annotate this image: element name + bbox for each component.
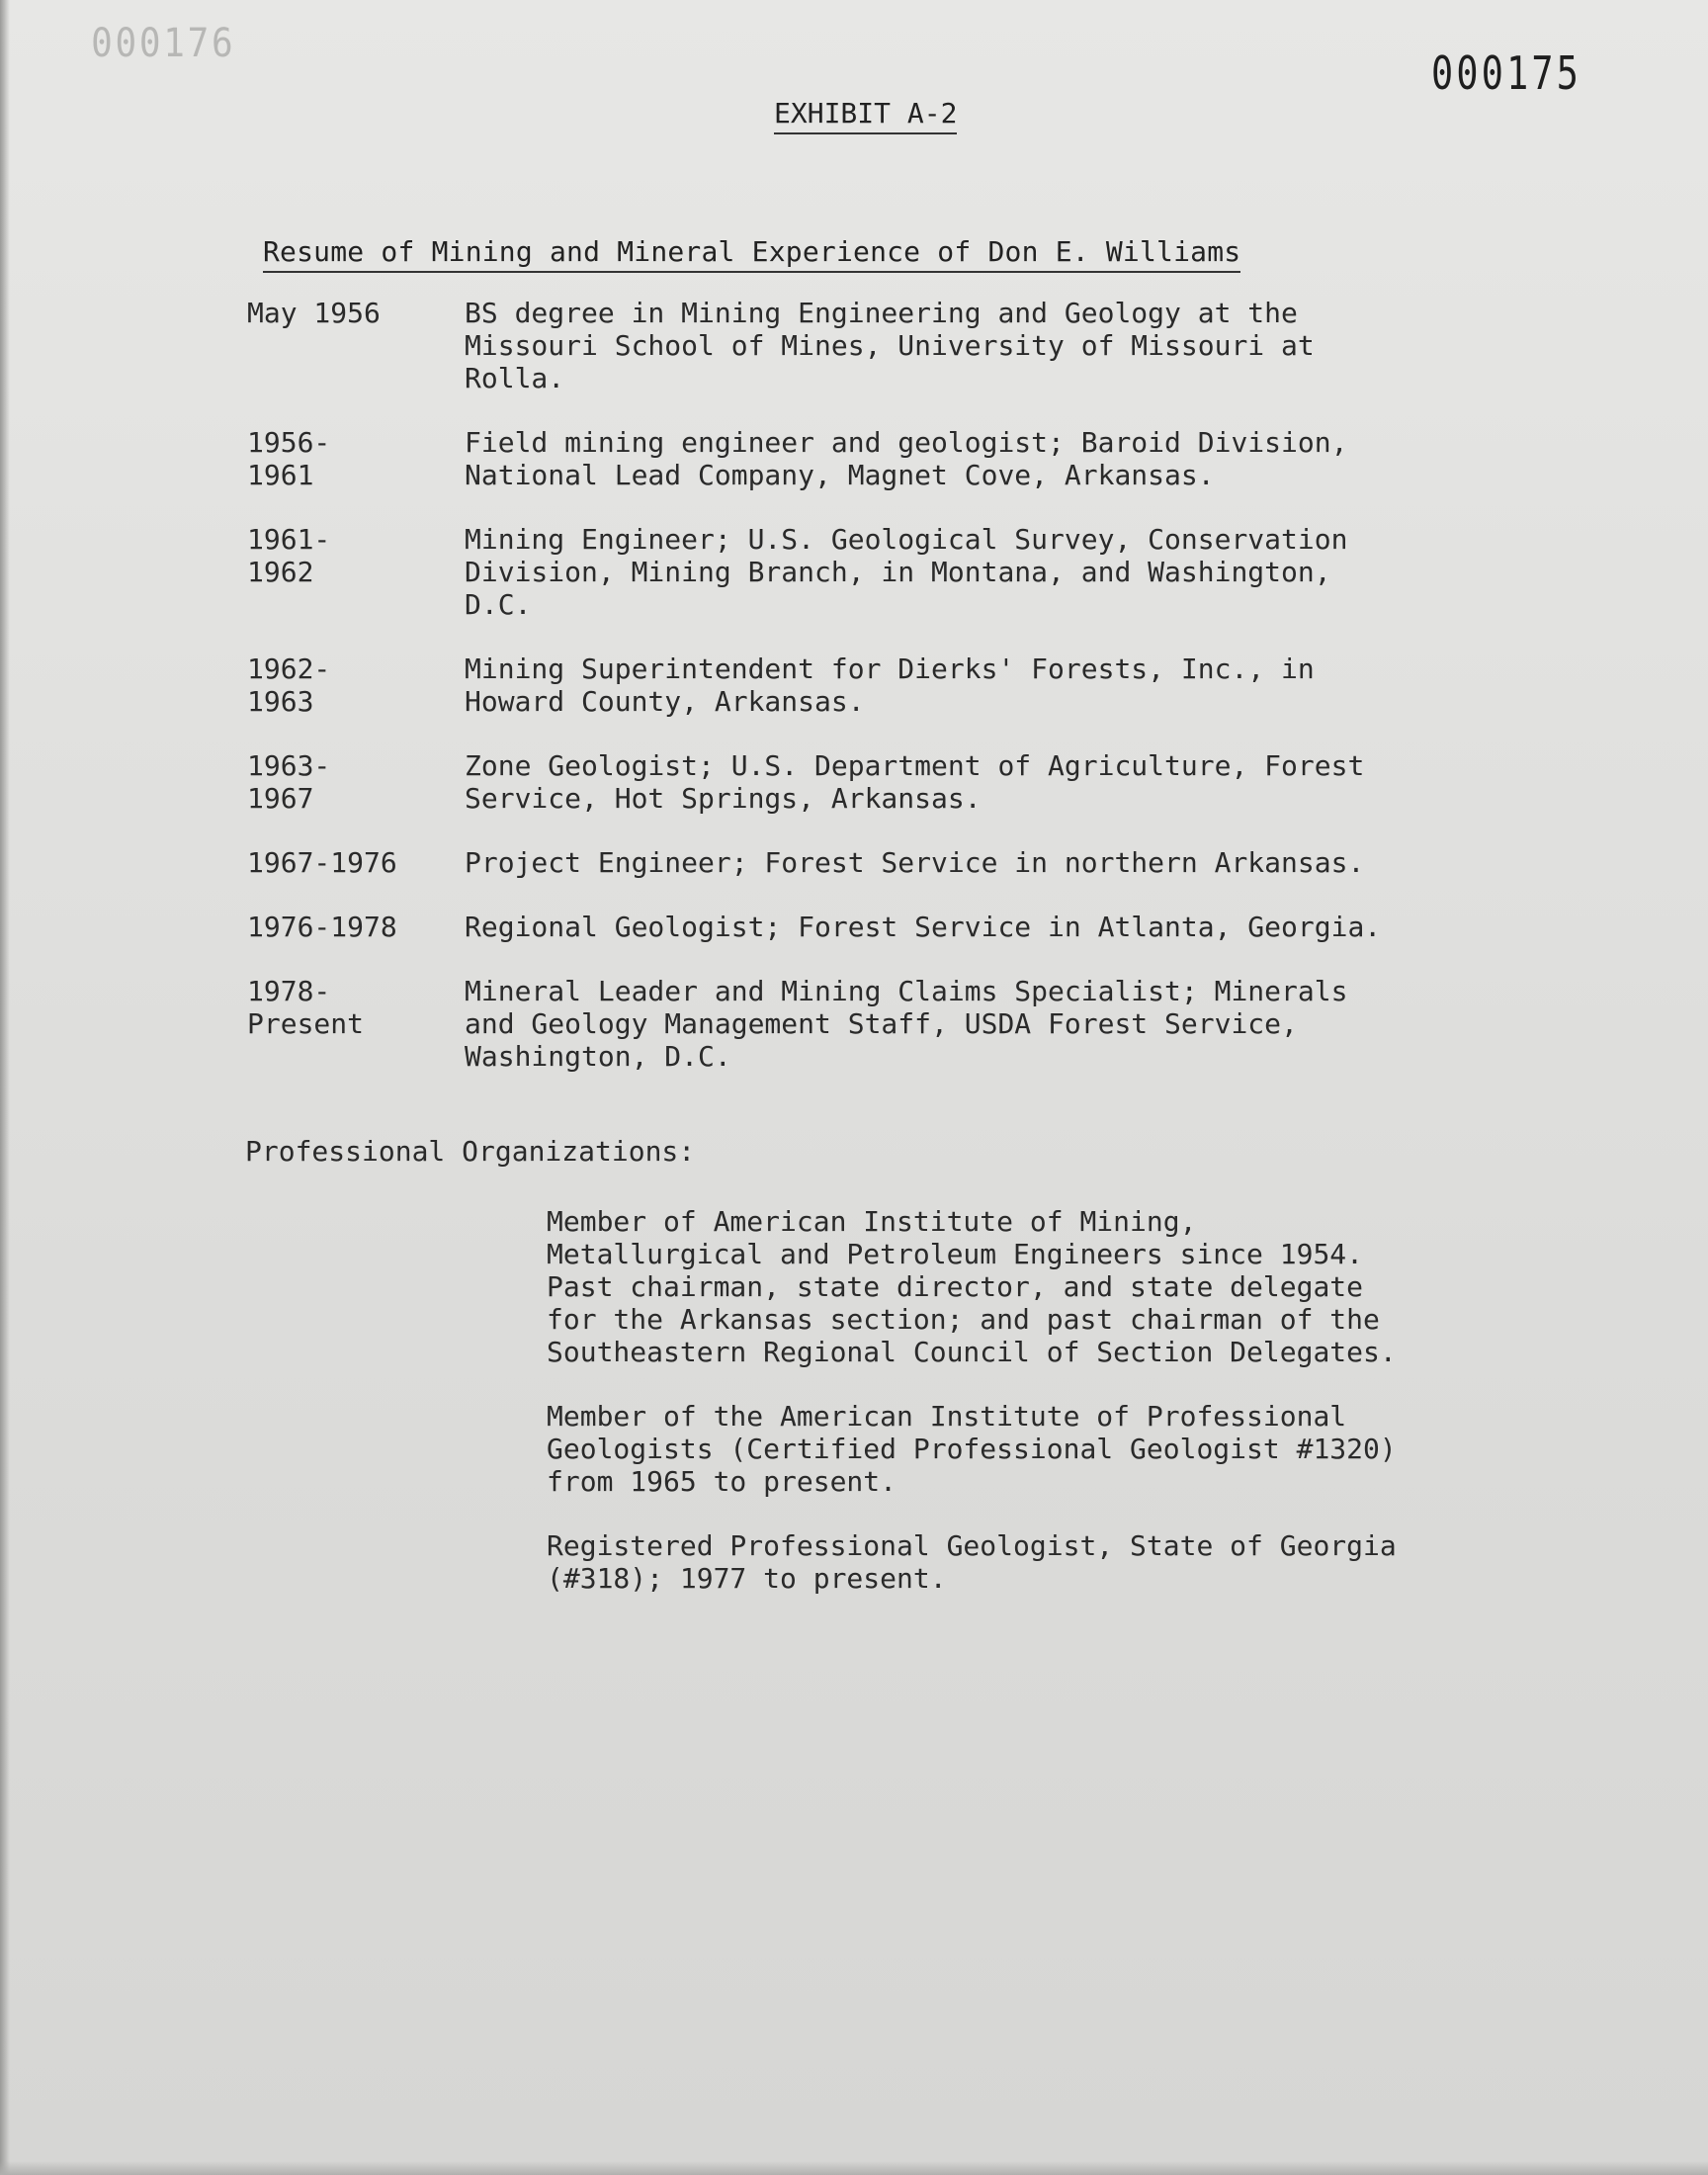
experience-list: [247, 297, 1483, 1104]
organization-paragraph: Member of the American Institute of Professional Geologists (Certified Professional Geologist #1320) from 1965 to present.: [547, 1400, 1397, 1498]
experience-date: 1961- 1962: [247, 523, 331, 588]
experience-date: 1963- 1967: [247, 749, 331, 815]
experience-description: Regional Geologist; Forest Service in Atlanta, Georgia.: [465, 911, 1382, 943]
scan-bottom-shadow: [0, 2161, 1708, 2175]
experience-entry: [247, 846, 1483, 879]
experience-date: 1956- 1961: [247, 426, 331, 491]
professional-organizations-heading: Professional Organizations:: [245, 1135, 696, 1168]
experience-description: Mining Superintendent for Dierks' Forests, Inc., in Howard County, Arkansas.: [465, 652, 1315, 718]
experience-date: 1962- 1963: [247, 652, 331, 718]
document-number: 000175: [1431, 46, 1582, 100]
experience-description: BS degree in Mining Engineering and Geology at the Missouri School of Mines, University of Missouri at Rolla.: [465, 297, 1315, 394]
exhibit-label: EXHIBIT A-2: [774, 97, 957, 134]
experience-date: 1978- Present: [247, 975, 365, 1040]
organizations-list: [547, 1205, 1535, 1626]
experience-entry: [247, 749, 1483, 815]
experience-entry: [247, 911, 1483, 943]
experience-entry: [247, 523, 1483, 621]
experience-date: May 1956: [247, 297, 381, 329]
organization-paragraph: Registered Professional Geologist, State of Georgia (#318); 1977 to present.: [547, 1529, 1397, 1595]
experience-entry: [247, 426, 1483, 491]
experience-entry: [247, 975, 1483, 1073]
experience-description: Mining Engineer; U.S. Geological Survey, Conservation Division, Mining Branch, in Montana, and Washington, D.C.: [465, 523, 1348, 621]
resume-title: Resume of Mining and Mineral Experience of Don E. Williams: [263, 235, 1240, 273]
experience-description: Zone Geologist; U.S. Department of Agriculture, Forest Service, Hot Springs, Arkansas.: [465, 749, 1365, 815]
experience-entry: [247, 652, 1483, 718]
experience-description: Field mining engineer and geologist; Baroid Division, National Lead Company, Magnet Cove, Arkansas.: [465, 426, 1348, 491]
experience-description: Project Engineer; Forest Service in northern Arkansas.: [465, 846, 1365, 879]
experience-entry: [247, 297, 1483, 394]
experience-date: 1967-1976: [247, 846, 397, 879]
experience-date: 1976-1978: [247, 911, 397, 943]
faint-document-number: 000176: [91, 21, 236, 66]
experience-description: Mineral Leader and Mining Claims Specialist; Minerals and Geology Management Staff, USDA Forest Service, Washington, D.C.: [465, 975, 1348, 1073]
scan-edge-shadow: [0, 0, 10, 2175]
organization-paragraph: Member of American Institute of Mining, Metallurgical and Petroleum Engineers since 1954. Past chairman, state director, and state delegate for the Arkansas section; and past chairman of the Southeastern Regional Council of Section Delegates.: [547, 1205, 1397, 1368]
